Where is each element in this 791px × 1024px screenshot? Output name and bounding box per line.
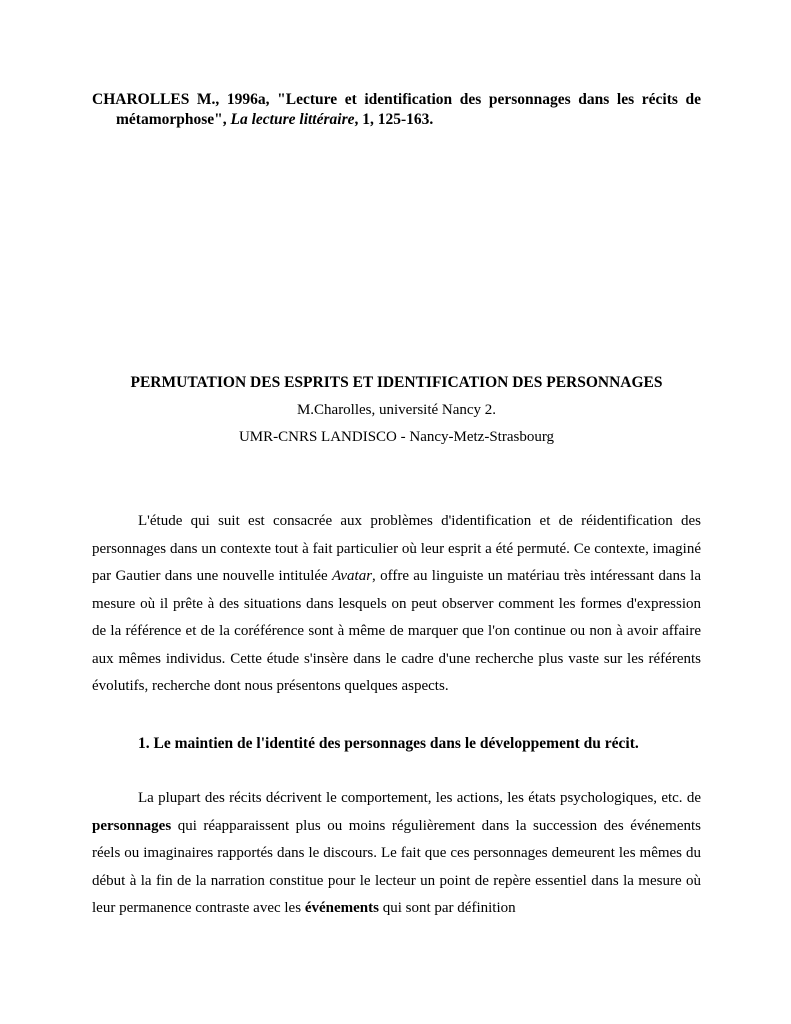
article-title: PERMUTATION DES ESPRITS ET IDENTIFICATION DES PERSONNAGES <box>130 374 663 391</box>
citation-journal: La lecture littéraire <box>230 111 355 128</box>
intro-work-title: Avatar <box>332 568 373 584</box>
intro-paragraph <box>92 508 701 701</box>
citation-line-2 <box>92 110 701 130</box>
author-line: M.Charolles, université Nancy 2. <box>296 402 497 418</box>
citation-text-cont: métamorphose", <box>116 111 231 128</box>
citation-line-1: CHAROLLES M., 1996a, "Lecture et identification des personnages dans les récits de <box>92 91 701 108</box>
section1-part-3: qui sont par définition <box>378 900 516 916</box>
lab-affiliation: UMR-CNRS LANDISCO - Nancy-Metz-Strasbourg <box>238 429 555 445</box>
section1-bold-personnages: personnages <box>92 817 172 834</box>
section1-part-2: qui réapparaissent plus ou moins régulièrement dans la succession des événements réels ou imaginaires rapportés dans le discours. Le fait que ces personnages demeurent les mêmes du début à la fin de la narration constitue pour le lecteur un point de repère essentiel dans la mesure où leur permanence contraste avec les <box>92 817 701 916</box>
intro-part-2: , offre au linguiste un matériau très intéressant dans la mesure où il prête à des situations dans lesquels on peut observer comment les formes d'expression de la référence et de la coréférence sont à même de marquer que l'on continue ou non à avoir affaire aux mêmes individus. Cette étude s'insère dans le cadre d'une recherche plus vaste sur les référents évolutifs, recherche dont nous présentons quelques aspects. <box>92 568 701 694</box>
citation-text-after: , 1, 125-163. <box>354 111 434 128</box>
section-heading-1: 1. Le maintien de l'identité des personnages dans le développement du récit. <box>138 735 639 752</box>
section1-part-1: La plupart des récits décrivent le comportement, les actions, les états psychologiques, etc. de <box>138 790 701 806</box>
intro-part-1: L'étude qui suit est consacrée aux problèmes d'identification et de réidentification des personnages dans un contexte tout à fait particulier où leur esprit a été permuté. Ce contexte, imaginé par Gautier dans une nouvelle intitulée <box>92 513 701 584</box>
section1-bold-evenements: événements <box>304 900 379 916</box>
bibliographic-citation <box>92 90 701 130</box>
section-1-paragraph <box>92 785 701 923</box>
